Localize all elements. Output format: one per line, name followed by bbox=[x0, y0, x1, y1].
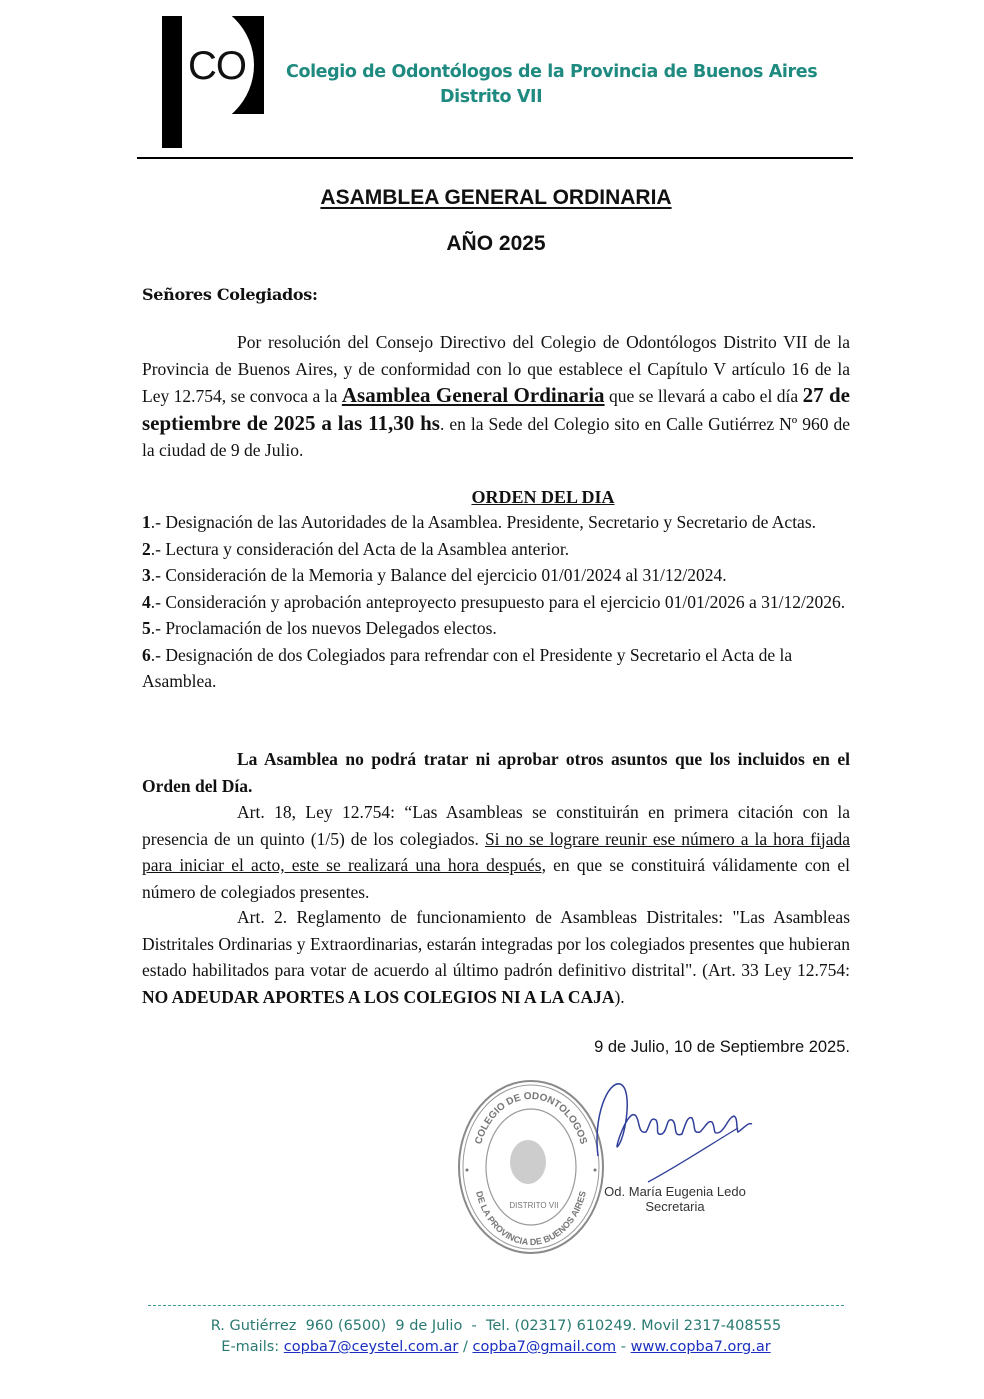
email-link-gmail[interactable]: copba7@gmail.com bbox=[472, 1339, 617, 1355]
order-title: ORDEN DEL DIA bbox=[471, 487, 615, 507]
org-district: Distrito VII bbox=[440, 87, 543, 107]
website-link[interactable]: www.copba7.org.ar bbox=[630, 1339, 771, 1355]
org-name: Colegio de Odontólogos de la Provincia de Buenos Aires bbox=[286, 62, 818, 82]
svg-text:DE LA PROVINCIA DE BUENOS AIRE: DE LA PROVINCIA DE BUENOS AIRES bbox=[474, 1189, 588, 1248]
signatory-role: Secretaria bbox=[645, 1199, 705, 1214]
footer-contacts: E-mails: copba7@ceystel.com.ar / copba7@gmail.com - www.copba7.org.ar bbox=[221, 1339, 771, 1355]
quorum-clause: Si no se lograre reunir ese número a la hora fijada para iniciar el acto, este se realizará una hora después bbox=[142, 828, 851, 875]
document-title: ASAMBLEA GENERAL ORDINARIA bbox=[320, 186, 672, 209]
article-2-paragraph: Art. 2. Reglamento de funcionamiento de Asambleas Distritales: "Las Asambleas Distritales Ordinarias y Extraordinarias, estarán integradas por los colegiados presentes que hubieran estado habilitados para votar de acuerdo al último padrón definitivo distrital". (Art. 33 Ley 12.754: NO ADEUDAR APORTES A LOS COLEGIOS NI A LA CAJA). bbox=[142, 907, 850, 1007]
signature-icon bbox=[588, 1076, 768, 1186]
agenda-item: 1.- Designación de las Autoridades de la Asamblea. Presidente, Secretario y Secretario de Actas. bbox=[142, 512, 817, 532]
article-18-paragraph: Art. 18, Ley 12.754: “Las Asambleas se constituirán en primera citación con la presencia de un quinto (1/5) de los colegiados. Si no se lograre reunir ese número a la hora fijada para iniciar el acto, este se realizará una hora después, en que se constituirá válidamente con el número de colegiados presentes. bbox=[142, 802, 851, 902]
payment-requirement: NO ADEUDAR APORTES A LOS COLEGIOS NI A LA CAJA bbox=[142, 986, 615, 1007]
agenda-list bbox=[142, 509, 850, 695]
official-stamp-icon bbox=[456, 1078, 606, 1256]
signatory-name: Od. María Eugenia Ledo bbox=[604, 1184, 746, 1199]
agenda-restriction-note: La Asamblea no podrá tratar ni aprobar otros asuntos que los incluidos en el Orden del Día. bbox=[142, 749, 850, 796]
greeting: Señores Colegiados: bbox=[142, 285, 318, 304]
assembly-datetime: 27 de septiembre de 2025 a las 11,30 hs bbox=[142, 383, 850, 435]
header-divider bbox=[137, 157, 853, 159]
issue-date: 9 de Julio, 10 de Septiembre 2025. bbox=[594, 1038, 850, 1056]
college-logo bbox=[162, 16, 264, 148]
svg-text:COLEGIO DE ODONTOLOGOS: COLEGIO DE ODONTOLOGOS bbox=[473, 1090, 589, 1146]
footer-divider bbox=[148, 1305, 844, 1306]
agenda-item: 2.- Lectura y consideración del Acta de la Asamblea anterior. bbox=[142, 538, 570, 559]
logo-bar bbox=[162, 16, 182, 148]
agenda-item: 6.- Designación de dos Colegiados para refrendar con el Presidente y Secretario el Acta de la Asamblea. bbox=[142, 644, 793, 691]
email-link-ceystel[interactable]: copba7@ceystel.com.ar bbox=[283, 1339, 459, 1355]
agenda-item: 5.- Proclamación de los nuevos Delegados electos. bbox=[142, 618, 497, 638]
svg-text:DISTRITO VII: DISTRITO VII bbox=[509, 1201, 559, 1210]
agenda-item: 4.- Consideración y aprobación anteproyecto presupuesto para el ejercicio 01/01/2026 a 31/12/2026. bbox=[142, 591, 846, 612]
document-year: AÑO 2025 bbox=[446, 232, 546, 255]
convocation-paragraph: Por resolución del Consejo Directivo del Colegio de Odontólogos Distrito VII de la Provincia de Buenos Aires, y de conformidad con lo que establece el Capítulo V artículo 16 de la Ley 12.754, se convoca a la Asamblea General Ordinaria que se llevará a cabo el día 27 de septiembre de 2025 a las 11,30 hs. en la Sede del Colegio sito en Calle Gutiérrez Nº 960 de la ciudad de 9 de Julio. bbox=[142, 332, 850, 460]
logo-text: CO bbox=[188, 44, 246, 88]
assembly-name: Asamblea General Ordinaria bbox=[341, 383, 605, 407]
agenda-item: 3.- Consideración de la Memoria y Balance del ejercicio 01/01/2024 al 31/12/2024. bbox=[142, 565, 727, 585]
footer-address: R. Gutiérrez 960 (6500) 9 de Julio - Tel. (02317) 610249. Movil 2317-408555 bbox=[210, 1318, 782, 1334]
signatory bbox=[600, 1184, 750, 1214]
